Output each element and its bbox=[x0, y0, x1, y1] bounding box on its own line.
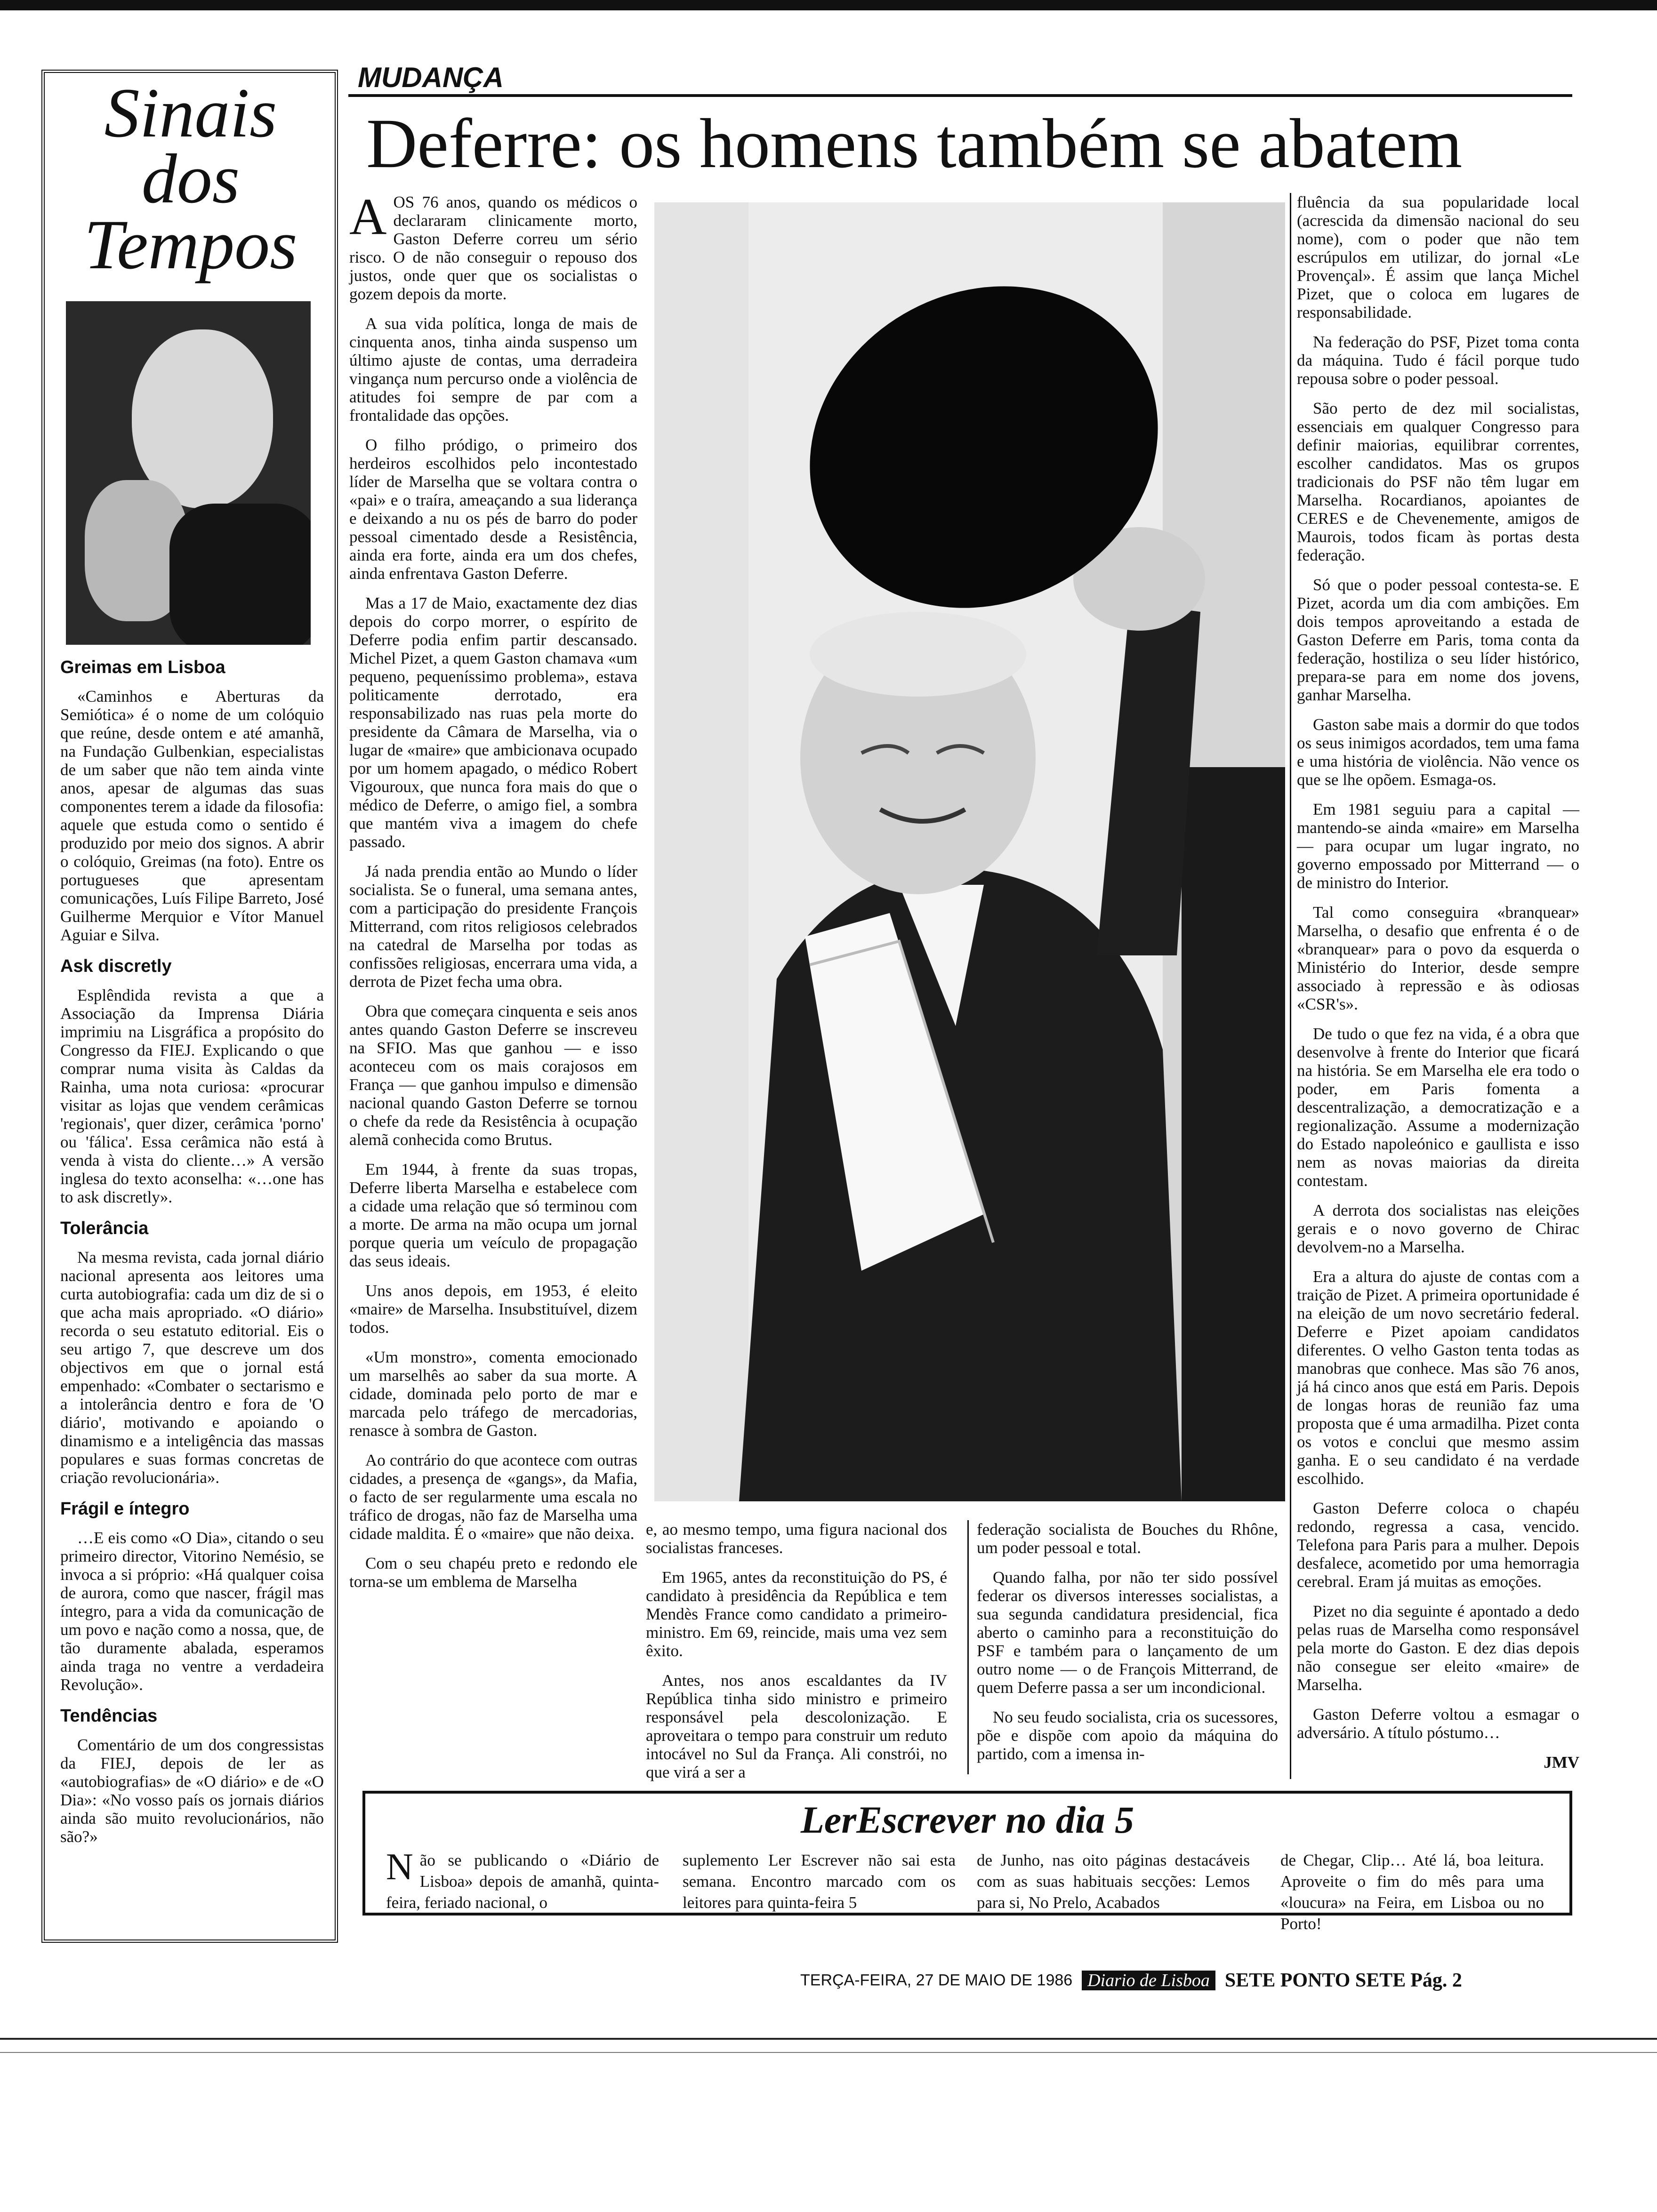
article-paragraph: Gaston Deferre voltou a esmagar o adversário. A título póstumo… bbox=[1297, 1705, 1579, 1742]
article-paragraph: Pizet no dia seguinte é apontado a dedo pelas ruas de Marselha como responsável pela morte do Gaston. E dez dias depois não consegue ser eleito «maire» de Marselha. bbox=[1297, 1602, 1579, 1694]
sidebar-heading: Tolerância bbox=[60, 1218, 149, 1238]
article-paragraph: A derrota dos socialistas nas eleições gerais e o novo governo de Chirac devolvem-no a Marselha. bbox=[1297, 1201, 1579, 1256]
article-paragraph: e, ao mesmo tempo, uma figura nacional dos socialistas franceses. bbox=[646, 1520, 947, 1557]
sidebar-paragraph: Comentário de um dos congressistas da FIEJ, depois de ler as «autobiografias» de «O diário» e de «O Dia»: «No vosso país os jornais diários ainda são muito revolucionários, não são?» bbox=[60, 1736, 324, 1846]
article-column-4 bbox=[1297, 193, 1579, 1774]
kicker-rule bbox=[348, 94, 1572, 97]
article-column-3 bbox=[977, 1520, 1278, 1774]
article-paragraph: Ao contrário do que acontece com outras cidades, a presença de «gangs», da Mafia, o facto de ser regularmente uma escala no tráfico de drogas, não faz de Marselha uma cidade maldita. É o «maire» que não deixa. bbox=[349, 1451, 637, 1543]
article-paragraph: Antes, nos anos escaldantes da IV República tinha sido ministro e primeiro responsável pela descolonização. E aproveitara o tempo para construir um reduto intocável no Sul da França. Ali constrói, no que virá a ser a bbox=[646, 1671, 947, 1781]
article-paragraph: Só que o poder pessoal contesta-se. E Pizet, acorda um dia com ambições. Em dois tempos aproveitando a estada de Gaston Deferre em Paris, toma conta da federação, hostiliza o seu líder histórico, prepara-se para em nome dos jovens, ganhar Marselha. bbox=[1297, 576, 1579, 704]
page-footer bbox=[800, 1967, 1462, 1991]
promo-title: LerEscrever no dia 5 bbox=[800, 1798, 1134, 1841]
article-paragraph: No seu feudo socialista, cria os sucessores, põe e dispõe com apoio da máquina do partido, com a imensa in- bbox=[977, 1708, 1278, 1763]
article-dropcap: A bbox=[349, 188, 387, 245]
article-paragraph: Em 1965, antes da reconstituição do PS, é candidato à presidência da República e tem Mendès France como candidato a primeiro-ministro. Em 69, reincide, mais uma vez sem êxito. bbox=[646, 1568, 947, 1660]
article-paragraph: fluência da sua popularidade local (acrescida da dimensão nacional do seu nome), com o poder que não tem escrúpulos em utilizar, do jornal «Le Provençal». É assim que lança Michel Pizet, que o coloca em lugares de responsabilidade. bbox=[1297, 193, 1579, 321]
article-paragraph: Gaston sabe mais a dormir do que todos os seus inimigos acordados, tem uma fama e uma história de violência. Não vence os que se lhe opõem. Esmaga-os. bbox=[1297, 715, 1579, 789]
article-column-2 bbox=[646, 1520, 947, 1781]
deferre-photo-illustration bbox=[654, 202, 1285, 1501]
promo-column-3: de Junho, nas oito páginas destacáveis com as suas habituais secções: Lemos para si, No Prelo, Acabados bbox=[977, 1851, 1250, 1912]
sidebar-paragraph: «Caminhos e Aberturas da Semiótica» é o nome de um colóquio que reúne, desde ontem e até amanhã, na Fundação Gulbenkian, especialistas de um saber que não tem ainda vinte anos, apesar de algumas das suas componentes terem a idade da filosofia: aquele que estuda como o sentido é produzido por meio dos signos. A abrir o colóquio, Greimas (na foto). Entre os portugueses que apresentam comunicações, Luís Filipe Barreto, José Guilherme Merquior e Vítor Manuel Aguiar e Silva. bbox=[60, 687, 324, 944]
top-border bbox=[0, 0, 1657, 10]
article-column-1 bbox=[349, 188, 637, 1784]
article-paragraph: Uns anos depois, em 1953, é eleito «maire» de Marselha. Insubstituível, dizem todos. bbox=[349, 1282, 637, 1337]
article-paragraph: São perto de dez mil socialistas, essenciais em qualquer Congresso para definir maiorias, equilibrar correntes, escolher candidatos. Mas os grupos tradicionais do PSF não têm lugar em Marselha. Rocardianos, apoiantes de CERES e de Chevenemente, amigos de Maurois, todos ficam às portas desta federação. bbox=[1297, 399, 1579, 564]
headline: Deferre: os homens também se abatem bbox=[366, 104, 1463, 183]
article-paragraph: Com o seu chapéu preto e redondo ele torna-se um emblema de Marselha bbox=[349, 1554, 637, 1591]
sidebar-heading: Greimas em Lisboa bbox=[60, 657, 225, 677]
article-paragraph: Mas a 17 de Maio, exactamente dez dias depois do corpo morrer, o espírito de Deferre podia enfim partir descansado. Michel Pizet, a quem Gaston chamava «um pequeno, pequeníssimo problema», estava politicamente derrotado, era responsabilizado nas ruas pela morte do presidente da Câmara de Marselha, via o lugar de «maire» que ambicionava ocupado por um homem apagado, o médico Robert Vigouroux, que nunca fora mais do que o médico de Deferre, o amigo fiel, a sombra que mantém viva a imagem do chefe passado. bbox=[349, 594, 637, 851]
sidebar-paragraph: …E eis como «O Dia», citando o seu primeiro director, Vitorino Nemésio, se invoca a si próprio: «Há qualquer coisa de aurora, como que nascer, frágil mas íntegro, para a vida da comunicação de um povo e nação como a nossa, que, de tão duramente abalada, esperamos ainda traga no ventre a verdadeira Revolução». bbox=[60, 1529, 324, 1694]
footer-date: TERÇA-FEIRA, 27 DE MAIO DE 1986 bbox=[800, 1971, 1073, 1989]
article-paragraph: A sua vida política, longa de mais de cinquenta anos, tinha ainda suspenso um último ajuste de contas, uma derradeira vingança num percurso onde a violência de atitudes foi sempre de par com a frontalidade das opções. bbox=[349, 314, 637, 425]
deferre-photo bbox=[654, 202, 1285, 1501]
promo-dropcap: N bbox=[386, 1846, 413, 1888]
article-paragraph: Gaston Deferre coloca o chapéu redondo, regressa a casa, vencido. Telefona para Paris para a mulher. Depois desfalece, acometido por uma hemorragia cerebral. Eram já muitas as emoções. bbox=[1297, 1499, 1579, 1591]
sidebar-paragraph: Na mesma revista, cada jornal diário nacional apresenta aos leitores uma curta autobiografia: cada um diz de si o que acha mais apropriado. «O diário» recorda o seu estatuto editorial. Eis o seu artigo 7, que descreve um dos objectivos em que o jornal está empenhado: «Combater o sectarismo e a intolerância dentro e fora de 'O diário', motivando e apoiando o dinamismo e a inteligência das massas populares e suas formas concretas de criação revolucionária». bbox=[60, 1248, 324, 1487]
footer-page-number: Pág. 2 bbox=[1410, 1969, 1462, 1991]
article-paragraph: «Um monstro», comenta emocionado um marselhês ao saber da sua morte. A cidade, dominada pelo porto de mar e marcada pelo tráfego de mercadorias, renasce à sombra de Gaston. bbox=[349, 1348, 637, 1440]
article-paragraph: Tal como conseguira «branquear» Marselha, o desafio que enfrenta é o de «branquear» para o povo da esquerda o Ministério do Interior, desde sempre associado à repressão e às odiosas «CSR's». bbox=[1297, 903, 1579, 1013]
article-paragraph: O filho pródigo, o primeiro dos herdeiros escolhidos pelo incontestado líder de Marselha que se voltara contra o «pai» e o traíra, ameaçando a sua liderança e deixando a nu os pés de barro do poder pessoal cimentado desde a Resistência, ainda era forte, ainda era um dos chefes, ainda enfrentava Gaston Deferre. bbox=[349, 436, 637, 583]
sidebar-title-line-2: dos bbox=[141, 140, 240, 218]
sidebar-column bbox=[60, 652, 324, 1859]
article-paragraph: Obra que começara cinquenta e seis anos antes quando Gaston Deferre se inscreveu na SFIO. Mas que ganhou — e isso aconteceu com os mais corajosos em França — que ganhou impulso e dimensão nacional quando Gaston Deferre se tornou o chefe da rede da Resistência à ocupação alemã conhecida como Brutus. bbox=[349, 1002, 637, 1149]
article-paragraph: OS 76 anos, quando os médicos o declararam clinicamente morto, Gaston Deferre correu um sério risco. O de não conseguir o repouso dos justos, onde quer que os socialistas o gozem depois da morte. bbox=[349, 193, 637, 303]
sidebar-title bbox=[52, 74, 330, 284]
bottom-rule bbox=[0, 2038, 1657, 2040]
promo-text: ão se publicando o «Diário de Lisboa» depois de amanhã, quinta-feira, feriado nacional, o bbox=[386, 1851, 659, 1912]
article-paragraph: Quando falha, por não ter sido possível federar os diversos interesses socialistas, a sua segunda candidatura presidencial, fica aberto o caminho para a reconstituição do PSF e também para o lançamento de um outro nome — o de François Mitterrand, de quem Deferre passa a ser um incondicional. bbox=[977, 1568, 1278, 1697]
sidebar-heading: Ask discretly bbox=[60, 956, 172, 976]
article-paragraph: De tudo o que fez na vida, é a obra que desenvolve à frente do Interior que ficará na história. Se em Marselha ele era todo o poder, em Paris fomenta a descentralização, a democratização e a regionalização. Assume a modernização do Estado napoleónico e gaullista e isso nem as novas maiorias da direita contestam. bbox=[1297, 1025, 1579, 1190]
promo-column-4: de Chegar, Clip… Até lá, boa leitura. Aproveite o fim do mês para uma «loucura» na Feira, em Lisboa ou no Porto! bbox=[1280, 1851, 1544, 1933]
article-paragraph: Em 1944, à frente da suas tropas, Deferre liberta Marselha e estabelece com a cidade uma relação que só terminou com a morte. De arma na mão ocupa um jornal porque queria um veículo de propagação das seus ideais. bbox=[349, 1160, 637, 1270]
sidebar-title-line-1: Sinais bbox=[104, 74, 277, 152]
photo-coat-shape bbox=[169, 504, 311, 645]
footer-masthead: Diario de Lisboa bbox=[1082, 1971, 1215, 1990]
article-signature: JMV bbox=[1544, 1753, 1579, 1771]
promo-column-1 bbox=[386, 1846, 659, 1913]
article-paragraph: federação socialista de Bouches du Rhône, um poder pessoal e total. bbox=[977, 1520, 1278, 1557]
article-paragraph: Já nada prendia então ao Mundo o líder socialista. Se o funeral, uma semana antes, com a participação do presidente François Mitterrand, com ritos religiosos celebrados na catedral de Marselha por todas as confissões religiosas, encerrara uma vida, a derrota de Pizet fecha uma obra. bbox=[349, 862, 637, 991]
sidebar-title-line-3: Tempos bbox=[84, 206, 298, 284]
sidebar-heading: Tendências bbox=[60, 1706, 158, 1726]
footer-section: SETE PONTO SETE bbox=[1224, 1969, 1406, 1991]
sidebar-paragraph: Esplêndida revista a que a Associação da Imprensa Diária imprimiu na Lisgráfica a propósito do Congresso da FIEJ. Explicando o que comprar numa visita às Caldas da Rainha, uma nota curiosa: «procurar visitar as lojas que vendem cerâmicas 'regionais', quer dizer, cerâmica 'porno' ou 'fálica'. Essa cerâmica não está à venda à vista do cliente…» A versão inglesa do texto aconselha: «…one has to ask discretly». bbox=[60, 986, 324, 1206]
bottom-rule-secondary bbox=[0, 2052, 1657, 2053]
sidebar-heading: Frágil e íntegro bbox=[60, 1499, 190, 1519]
promo-column-2: suplemento Ler Escrever não sai esta semana. Encontro marcado com os leitores para quinta-feira 5 bbox=[683, 1851, 956, 1912]
greimas-photo bbox=[66, 301, 311, 645]
article-paragraph: Na federação do PSF, Pizet toma conta da máquina. Tudo é fácil porque tudo repousa sobre o poder pessoal. bbox=[1297, 333, 1579, 388]
article-paragraph: Era a altura do ajuste de contas com a traição de Pizet. A primeira oportunidade é na eleição de um novo secretário federal. Deferre e Pizet apoiam candidatos diferentes. O velho Gaston tenta todas as manobras que conhece. Mas são 76 anos, já há cinco anos que está em Paris. Depois de longas horas de reunião faz uma proposta que é uma armadilha. Pizet conta os votos e conclui que mesmo assim ganha. E o seu candidato é na verdade escolhido. bbox=[1297, 1267, 1579, 1488]
column-rule bbox=[967, 1520, 969, 1774]
article-paragraph: Em 1981 seguiu para a capital — mantendo-se ainda «maire» em Marselha — para ocupar um lugar ingrato, no governo empossado por Mitterrand — o de ministro do Interior. bbox=[1297, 800, 1579, 892]
section-kicker: MUDANÇA bbox=[358, 62, 504, 93]
column-rule bbox=[1290, 193, 1291, 1779]
